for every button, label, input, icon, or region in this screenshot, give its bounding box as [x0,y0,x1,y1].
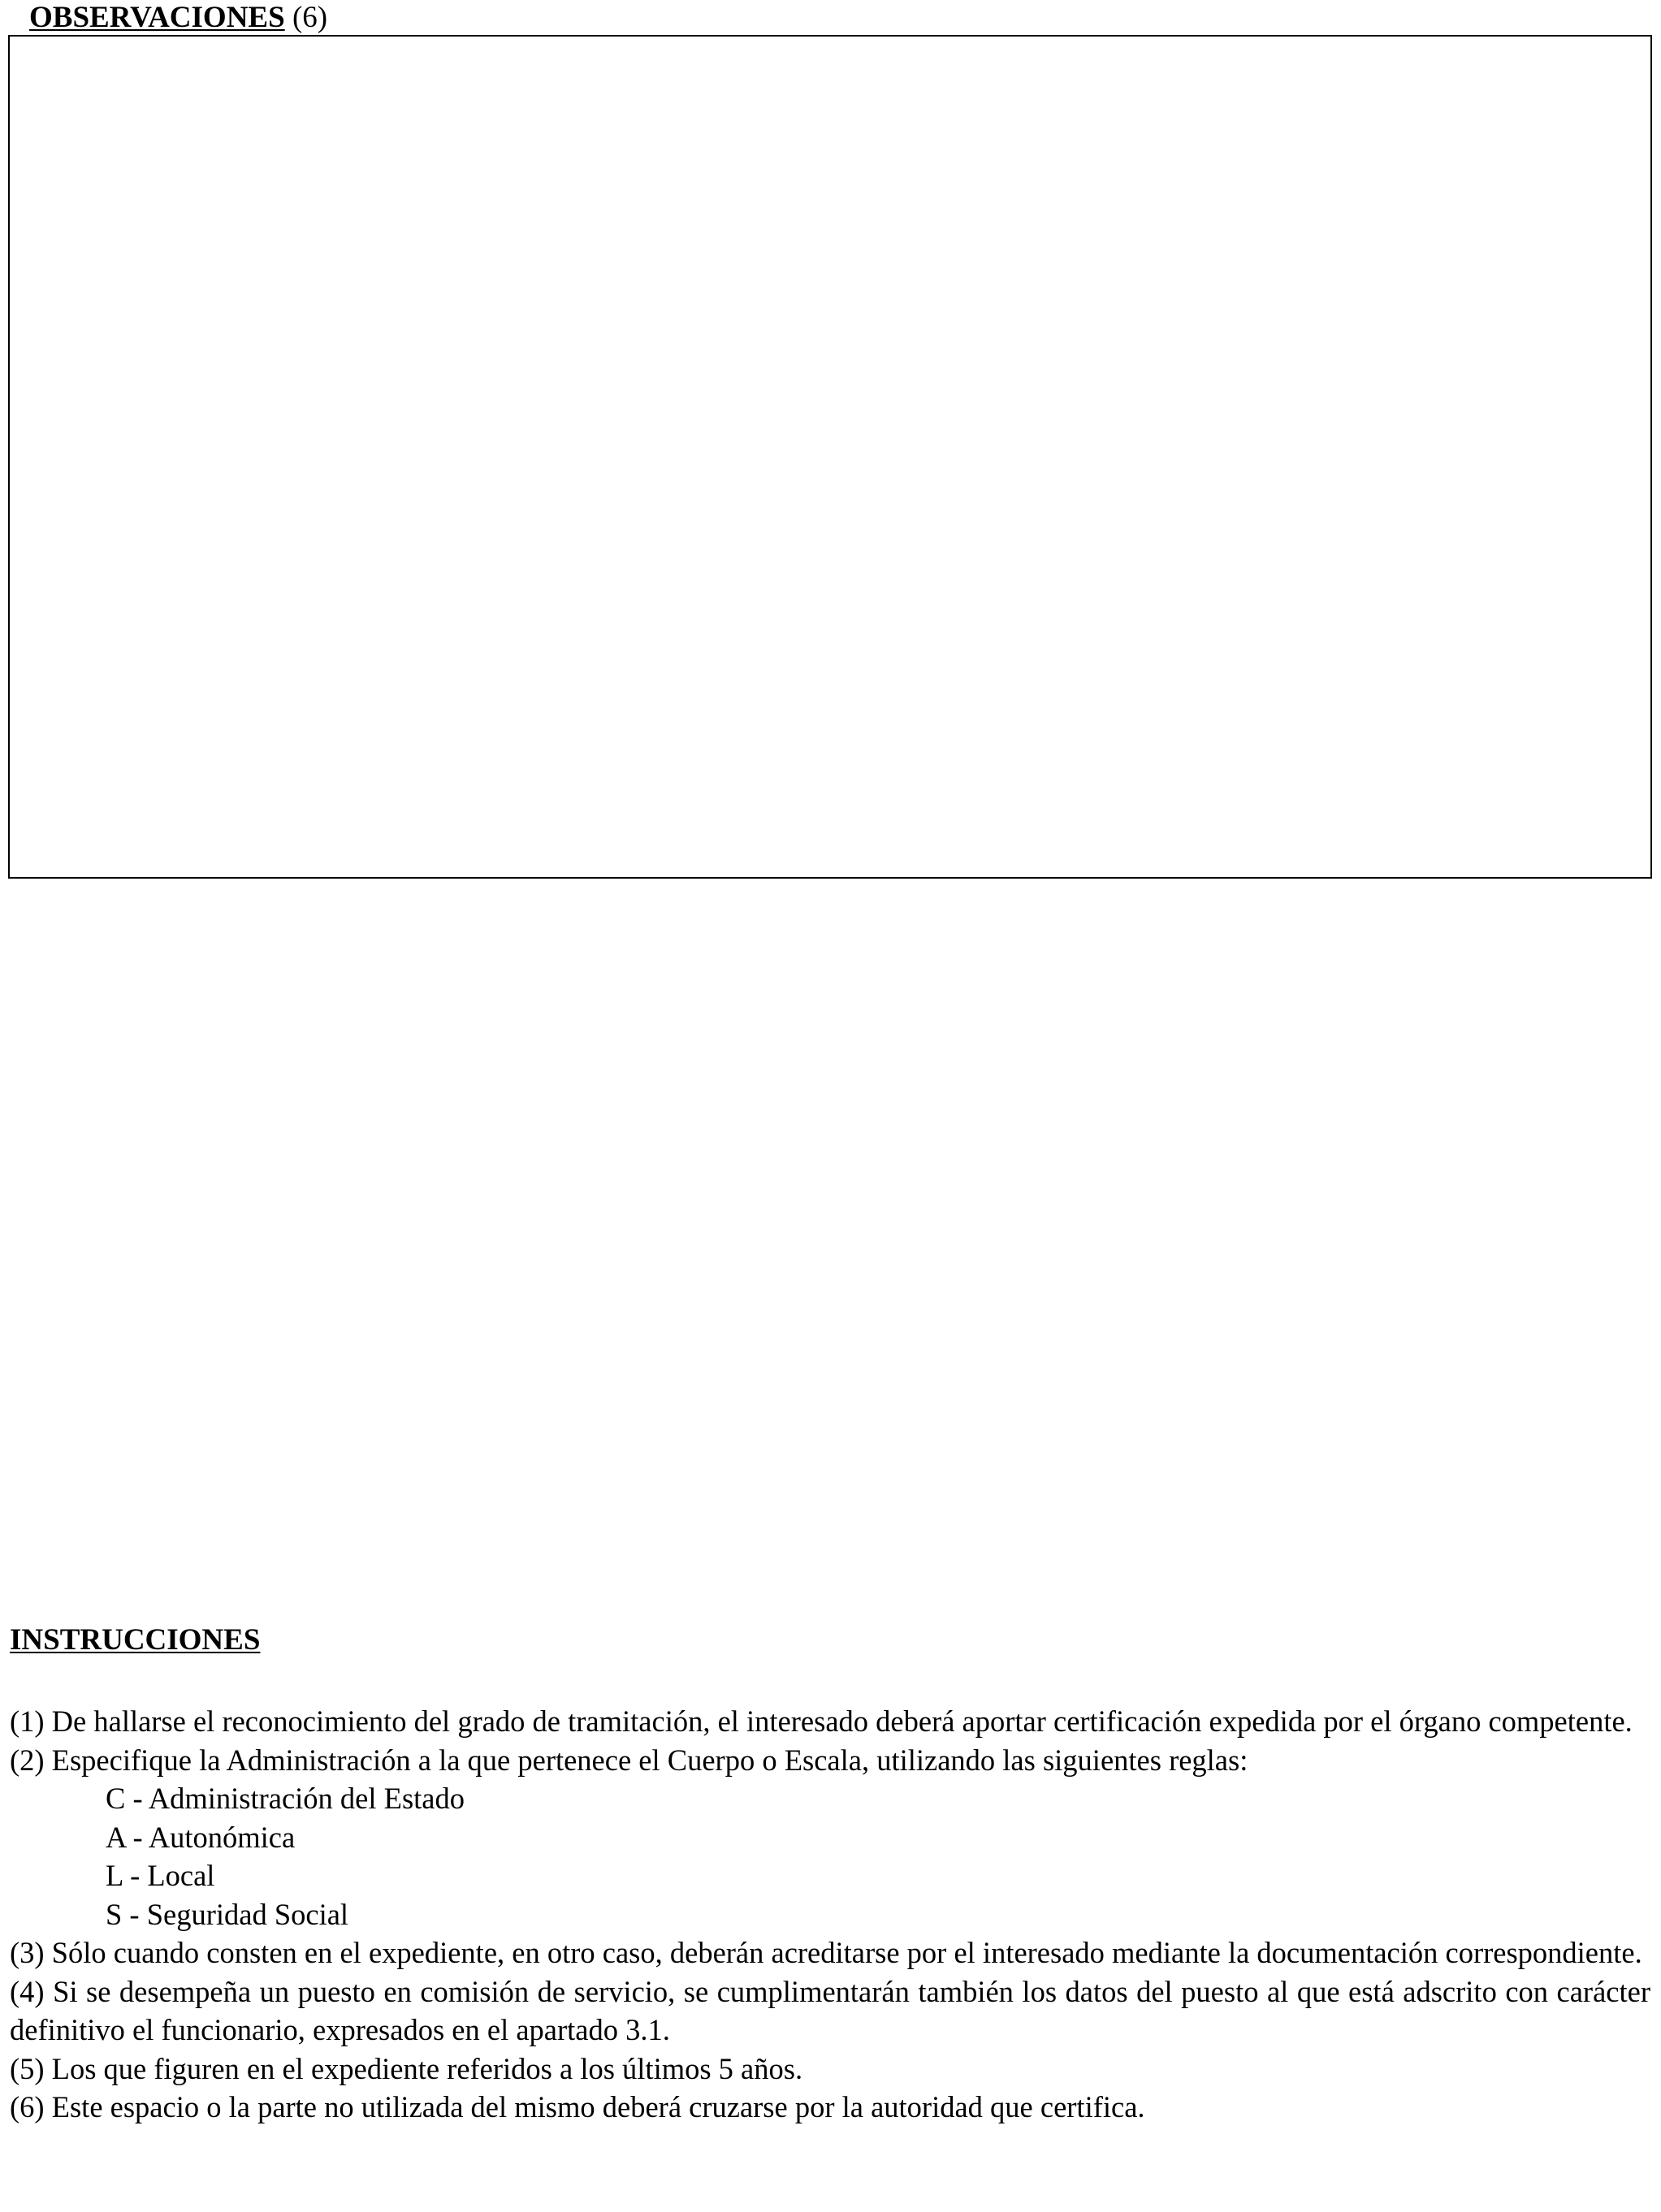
observaciones-label: OBSERVACIONES [29,1,285,34]
instrucciones-notes [10,1702,1650,2127]
rule-s: S - Seguridad Social [106,1897,349,1931]
note-3: (3) Sólo cuando consten en el expediente, en otro caso, deberán acreditarse por el interesado mediante la documentación correspondiente. [10,1936,1642,1969]
rule-a: A - Autonómica [106,1820,296,1854]
rule-c: C - Administración del Estado [106,1782,465,1815]
note-5: (5) Los que figuren en el expediente referidos a los últimos 5 años. [10,2051,803,2085]
observaciones-box[interactable] [8,35,1652,879]
rule-l: L - Local [106,1859,215,1892]
note-6: (6) Este espacio o la parte no utilizada del mismo deberá cruzarse por la autoridad que certifica. [10,2090,1145,2123]
note-1: (1) De hallarse el reconocimiento del grado de tramitación, el interesado deberá aportar certificación expedida por el órgano competente. [10,1704,1633,1738]
instrucciones-heading: INSTRUCCIONES [10,1623,261,1657]
observaciones-heading [29,0,327,36]
note-4: (4) Si se desempeña un puesto en comisión de servicio, se cumplimentarán también los datos del puesto al que está adscrito con carácter definitivo el funcionario, expresados en el apartado 3.1. [10,1974,1650,2046]
note-2: (2) Especifique la Administración a la que pertenece el Cuerpo o Escala, utilizando las siguientes reglas: [10,1743,1248,1777]
observaciones-ref: (6) [292,1,328,34]
